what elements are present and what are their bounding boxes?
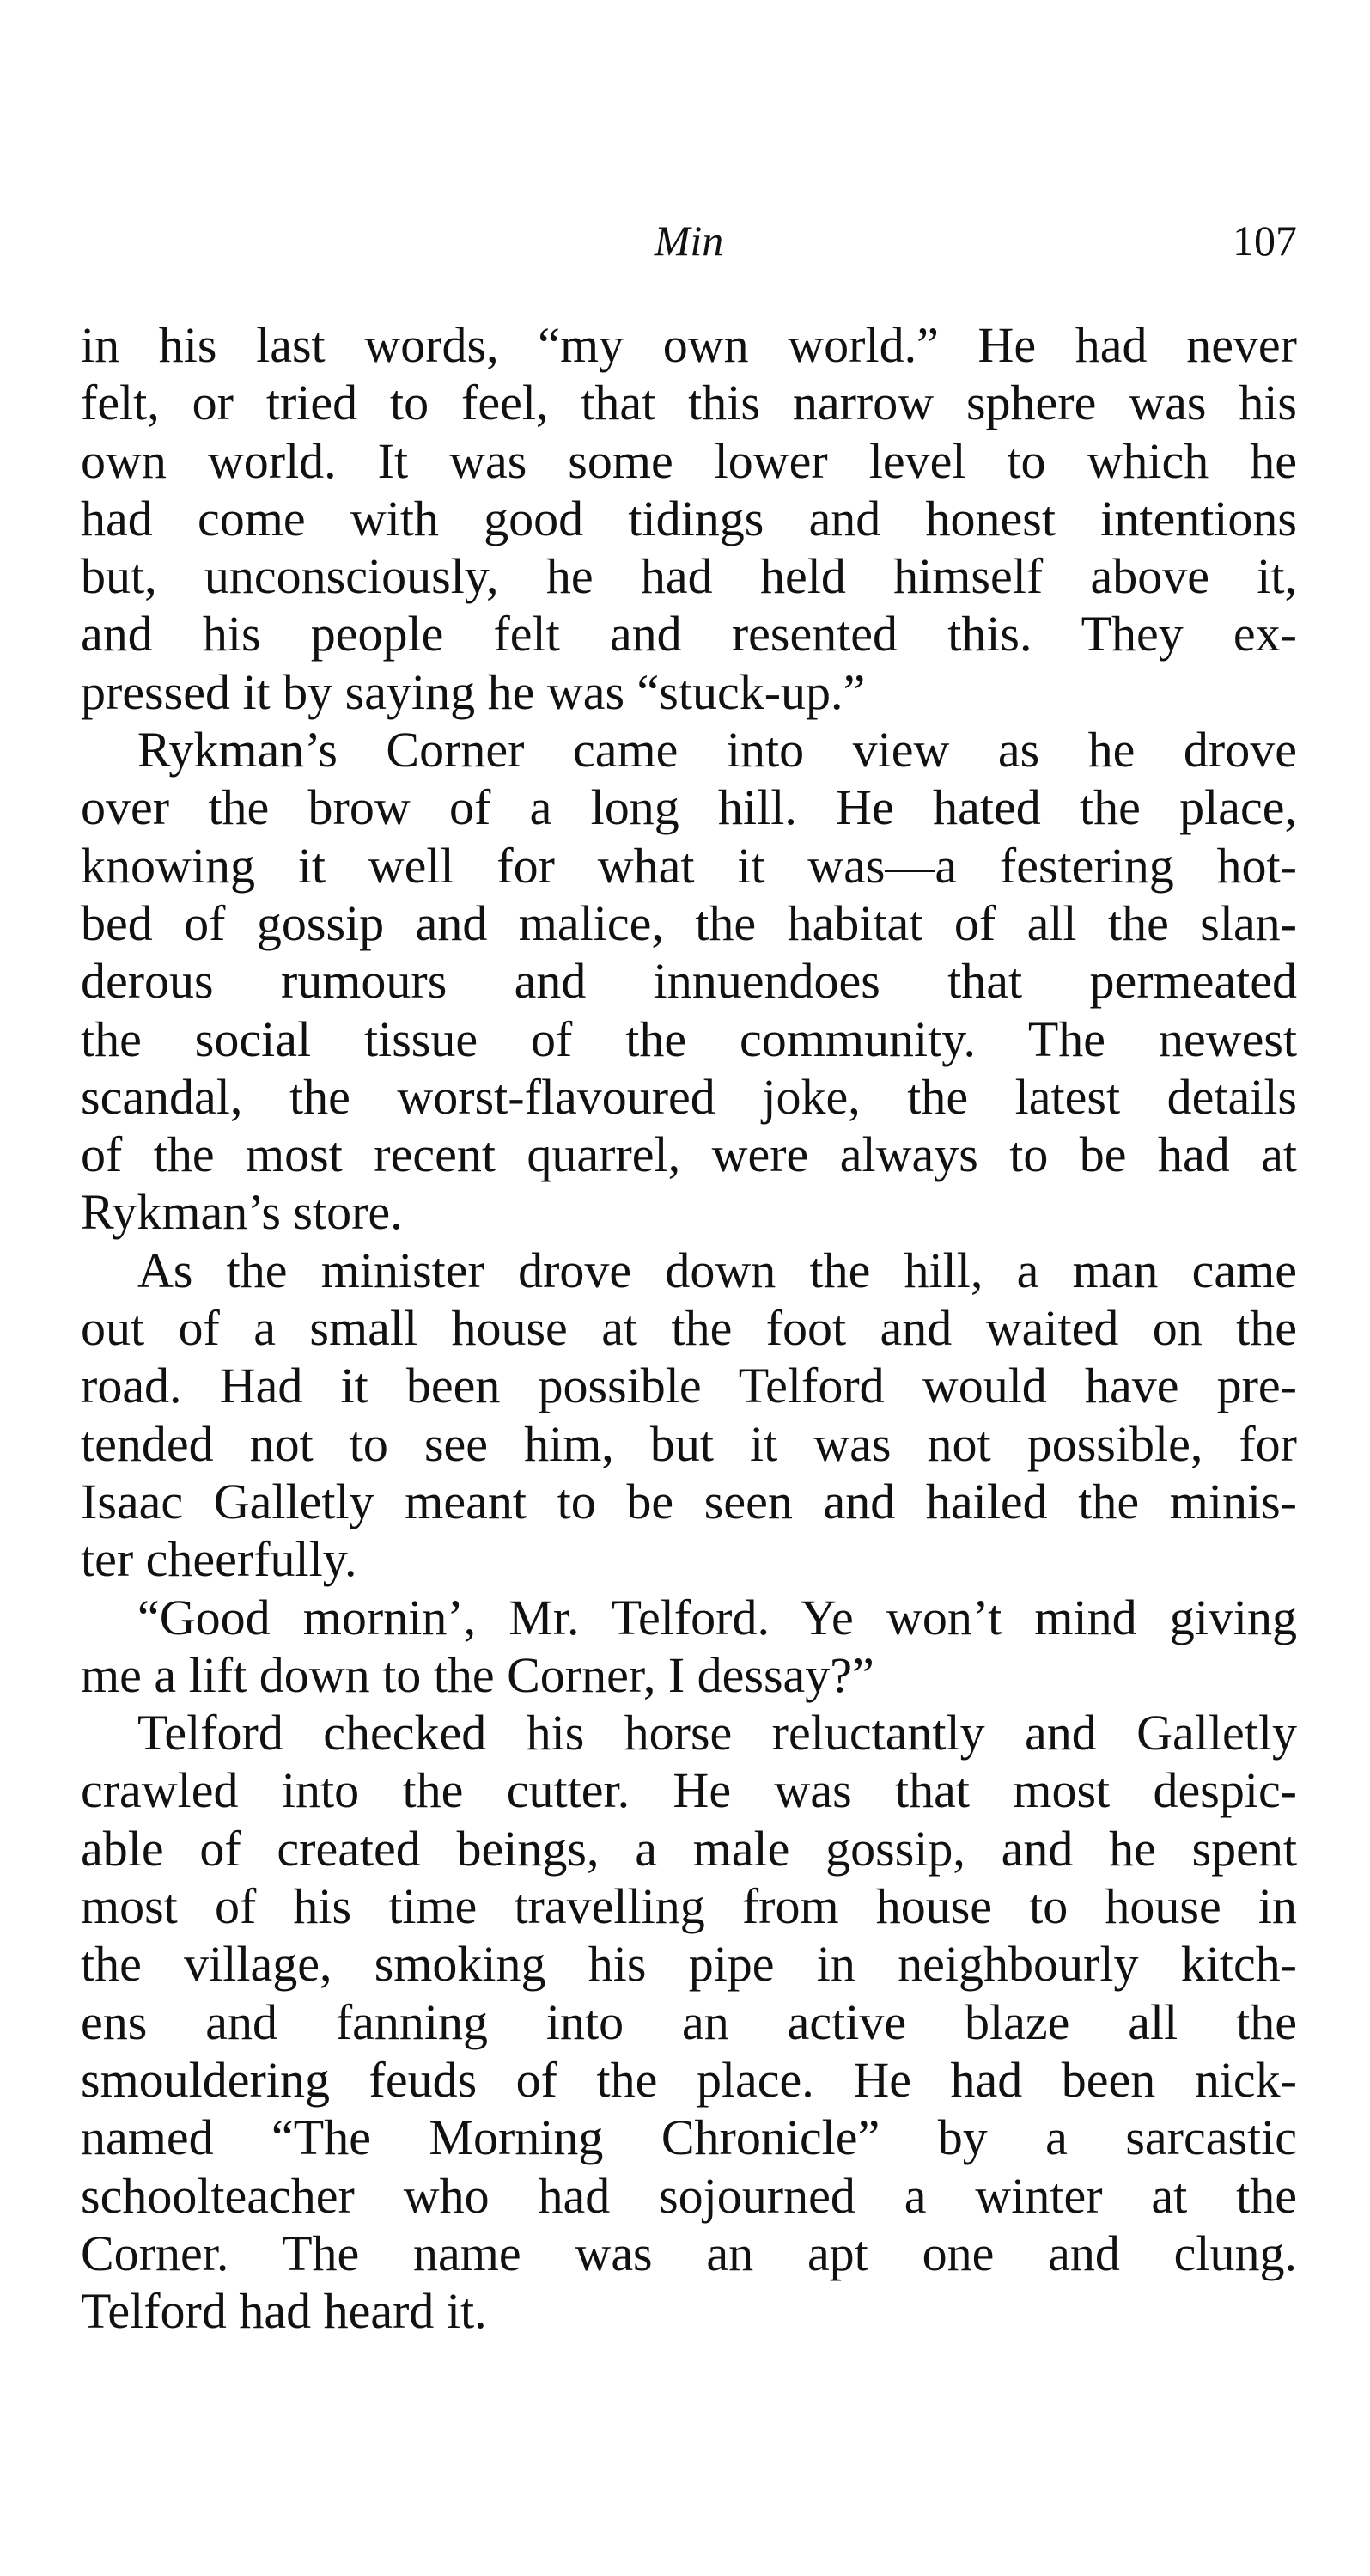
text-line: in his last words, “my own world.” He had never	[81, 317, 1297, 373]
text-line: derous rumours and innuendoes that permeated	[81, 953, 1297, 1010]
text-line: pressed it by saying he was “stuck-up.”	[81, 663, 866, 720]
text-line: Isaac Galletly meant to be seen and hailed the minis-	[81, 1473, 1297, 1529]
text-line: the social tissue of the community. The newest	[81, 1010, 1297, 1067]
text-line: Telford had heard it.	[81, 2283, 487, 2340]
page-number: 107	[1233, 217, 1297, 265]
text-line: smouldering feuds of the place. He had been nick-	[81, 2051, 1297, 2108]
body-text	[81, 316, 1297, 2340]
running-head	[81, 211, 1297, 271]
text-line: Rykman’s store.	[81, 1184, 403, 1241]
text-line: As the minister drove down the hill, a man came	[137, 1242, 1297, 1298]
text-line: knowing it well for what it was—a festering hot-	[81, 837, 1297, 894]
text-line: “Good mornin’, Mr. Telford. Ye won’t mind giving	[137, 1589, 1297, 1645]
text-line: scandal, the worst-flavoured joke, the latest details	[81, 1068, 1297, 1125]
text-line: ter cheerfully.	[81, 1531, 357, 1588]
text-line: Corner. The name was an apt one and clung.	[81, 2225, 1297, 2281]
text-line: over the brow of a long hill. He hated the place,	[81, 779, 1297, 836]
text-line: Telford checked his horse reluctantly and Galletly	[137, 1705, 1297, 1761]
text-line: tended not to see him, but it was not possible, for	[81, 1415, 1297, 1472]
text-line: Rykman’s Corner came into view as he drove	[137, 722, 1297, 778]
text-line: named “The Morning Chronicle” by a sarcastic	[81, 2109, 1297, 2166]
text-line: the village, smoking his pipe in neighbourly kitch-	[81, 1936, 1297, 1993]
running-title: Min	[654, 217, 724, 265]
text-line: most of his time travelling from house to house in	[81, 1878, 1297, 1935]
text-line: had come with good tidings and honest intentions	[81, 490, 1297, 546]
text-line: road. Had it been possible Telford would have pre-	[81, 1358, 1297, 1414]
text-line: crawled into the cutter. He was that most despic-	[81, 1762, 1297, 1819]
text-line: out of a small house at the foot and waited on the	[81, 1300, 1297, 1357]
text-line: and his people felt and resented this. They ex-	[81, 606, 1297, 662]
text-line: me a lift down to the Corner, I dessay?”	[81, 1646, 874, 1703]
text-line: of the most recent quarrel, were always to be had at	[81, 1126, 1297, 1183]
text-line: felt, or tried to feel, that this narrow sphere was his	[81, 375, 1297, 431]
text-line: own world. It was some lower level to which he	[81, 432, 1297, 489]
text-line: bed of gossip and malice, the habitat of all the slan-	[81, 894, 1297, 951]
text-line: schoolteacher who had sojourned a winter at the	[81, 2167, 1297, 2224]
text-line: ens and fanning into an active blaze all the	[81, 1993, 1297, 2050]
text-line: but, unconsciously, he had held himself above it,	[81, 548, 1297, 605]
text-line: able of created beings, a male gossip, and he spent	[81, 1820, 1297, 1877]
